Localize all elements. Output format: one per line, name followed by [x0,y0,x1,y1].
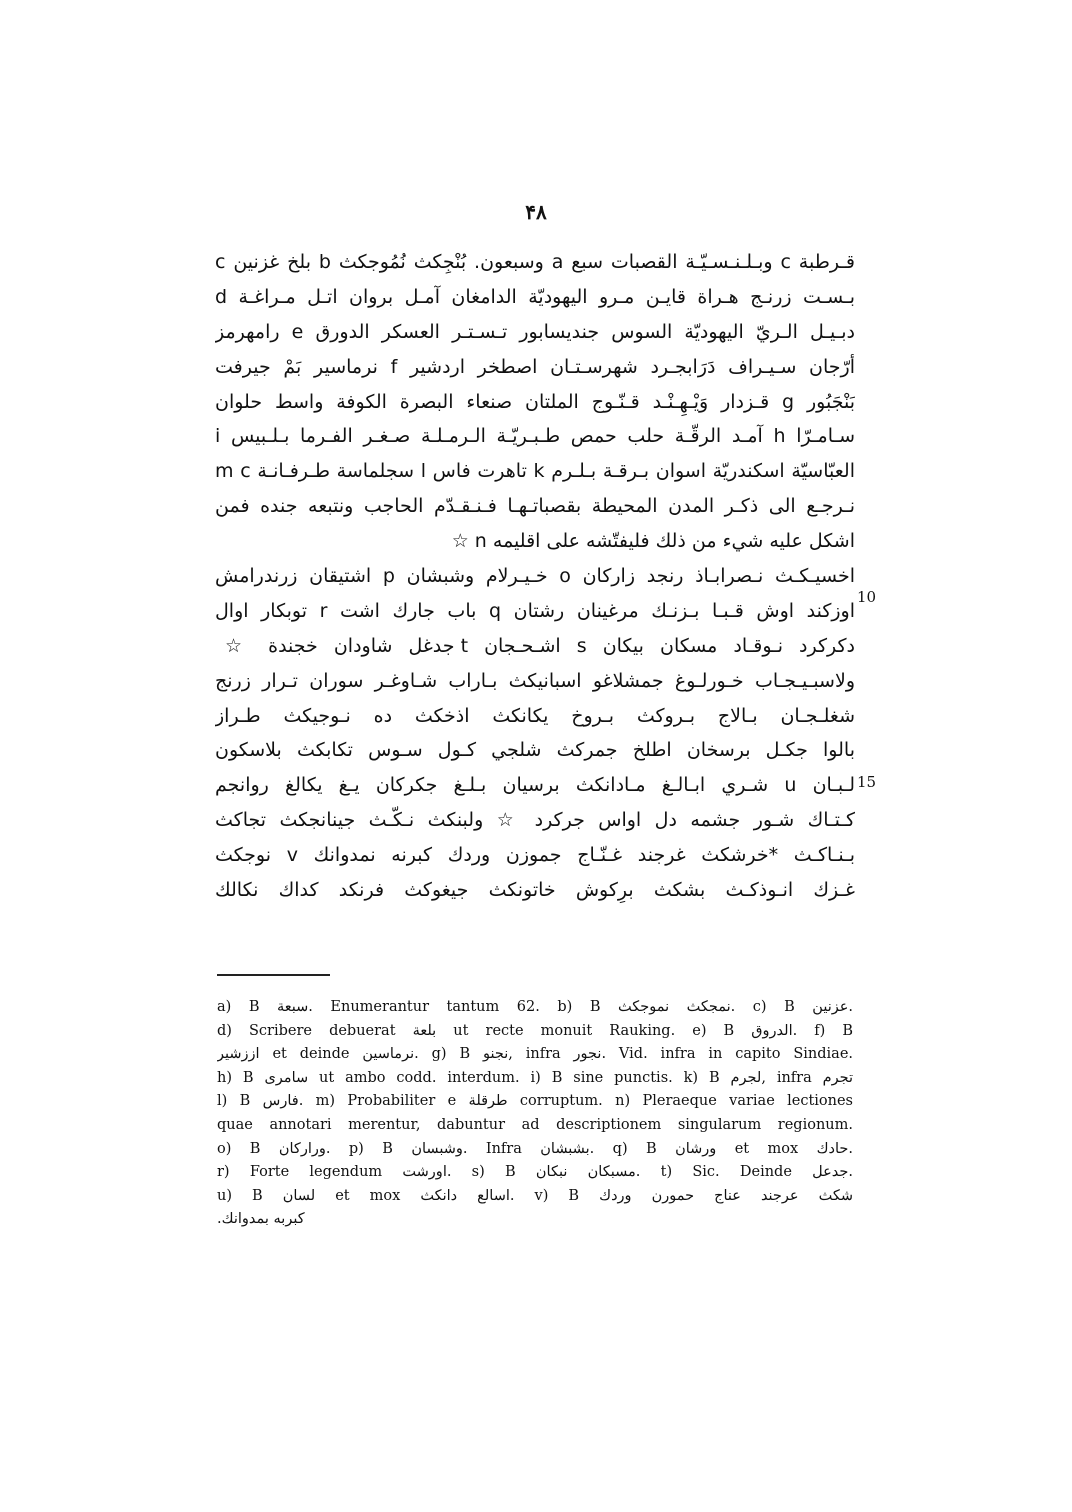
footnote-line: اززشير et deinde نرماسين. g) B نجنو, infra نجور. Vid. infra in capito Sindiae. [217,1046,853,1063]
footnote-line: d) Scribere debuerat بلعة ut recte monuit Rauking. e) B الدروق. f) B [217,1022,853,1039]
line-marker-15: 15 [857,773,877,791]
arabic-text-block [215,245,855,908]
arabic-line: بالوا جكـل برسخان اطلخ جمركث شلجي كـول سـوس تكابكث بلاسكون [215,739,855,762]
arabic-line: اشكل عليه شيء من ذلك فليفتّشه على اقليمه n ☆ [451,530,855,553]
arabic-line: أرّجان سـيـراف دَرَابجـرد شهرسـتـان اصطخر اردشير f نرماسير بَمْ جيرفت [215,355,855,378]
arabic-line: اوزكند اوش قـبـا بـزنـك مرغينان رشتان q باب جارك اشت r توبكار اوال [215,599,855,622]
footnote-divider [217,974,330,976]
footnote-line: a) B سبعة. Enumerantur tantum 62. b) B نمجكث نموجكث. c) B عزنين. [217,999,853,1015]
arabic-line: بـنـاكـث *خرشكث غرجند غـنّـاج جموزن وردك كبرنه نمدوانك v نوجكث [215,844,855,867]
page-number: ۴۸ [525,200,547,224]
arabic-line: دبـيـل الـريّ اليهوديّة السوس جنديسابور تـسـتـر العسكر الدورق e رامهرمز [215,320,855,343]
arabic-line: شغلـجـان بـالاج بـروكث بـروخ يكانكث اذخكث ده نـوجيكث طـراز [215,704,855,727]
footnote-line: h) B سامرى ut ambo codd. interdum. i) B sine punctis. k) B لجرم, infra تجرم [217,1069,853,1086]
footnotes-block [217,996,853,1232]
footnote-line: quae annotari merentur, dabuntur ad descriptionem singularum regionum. [217,1116,853,1133]
arabic-line: بَنْجَبُور g قـزدار وَيْـهِـنْـد قـنّـوج الملتان صنعاء البصرة الكوفة واسط حلوان [215,390,855,413]
arabic-line: نـرجـع الى ذكـر المدن المحيطة بقصباتـهـا فـنـقـدّم الحاجب ونتبعه جنده فمن [215,495,855,518]
arabic-line: قـرطبة c وبـلـنـسـيّـة القصبات سبع a وسبعون. بُنْجِكث نُمُوجكث b بلخ غزنين c [215,251,855,273]
line-marker-10: 10 [857,588,877,606]
footnote-line: l) B فارس. m) Probabiliter e طرقلة corruptum. n) Pleraeque variae lectiones [217,1093,853,1110]
footnote-line: u) B لسان et mox اسالع دانكث. v) B شكث عرجند عناج حمورن وردك [217,1187,853,1204]
footnote-line: كبربه بمدوانك. [217,1211,305,1228]
arabic-line: كـتـاك شـور جشمه دل اواس جركرد ☆ ولبنكث نـكّـث جينانجكث تجاكث [215,809,855,832]
arabic-line: العبّاسيّة اسكندريّة اسوان بـرقـة بـلـرم k تاهرت فاس l سجلماسة طـرفـانـة m c [215,460,855,483]
footnote-line: o) B وراركان. p) B وشبسان. Infra بشبشان. q) B ورشان et mox حادك. [217,1140,853,1157]
arabic-line: اخسيـكـث نـصرابـاذ رنجد زاركان o خـيـرلام وشبشان p اشتيقان زرندرامش [215,565,855,588]
footnote-line: r) Forte legendum اورشت. s) B مسبكان نبكان. t) Sic. Deinde جدعل. [217,1164,853,1181]
arabic-line: غـزك انـوذكـث بشكث برِكوش خاتونكث جيغوكث فرنكد كداك نكالك [215,879,855,902]
arabic-line: ولاسبـيـجـاب خـورلـوغ جمشلاغو اسبانيكث بـاراب شـاوغـر سوران تـرار زرنج [215,669,855,692]
arabic-line: سـامـرّا h آمـد الرقّـة حلب حمص طـبـريّـة الـرمـلـة صـغـر الفـرما بـلـبيس i [215,425,855,448]
arabic-line: لـبـان u شـري ابـالـغ مـادانكث برسيان بـلـغ جكركان يـغ يكالغ روانجم [215,774,855,797]
arabic-line: بـسـت زرنـج هـراة قايـن مـرو اليهوديّة الدامغان آمـل بروان اتـل مـراغـة d [215,285,855,308]
arabic-line: دكركرد نـوقـاد مسكان بيكان s اشـحـجان t جدغل شاودان خجندة ☆ [215,634,855,657]
